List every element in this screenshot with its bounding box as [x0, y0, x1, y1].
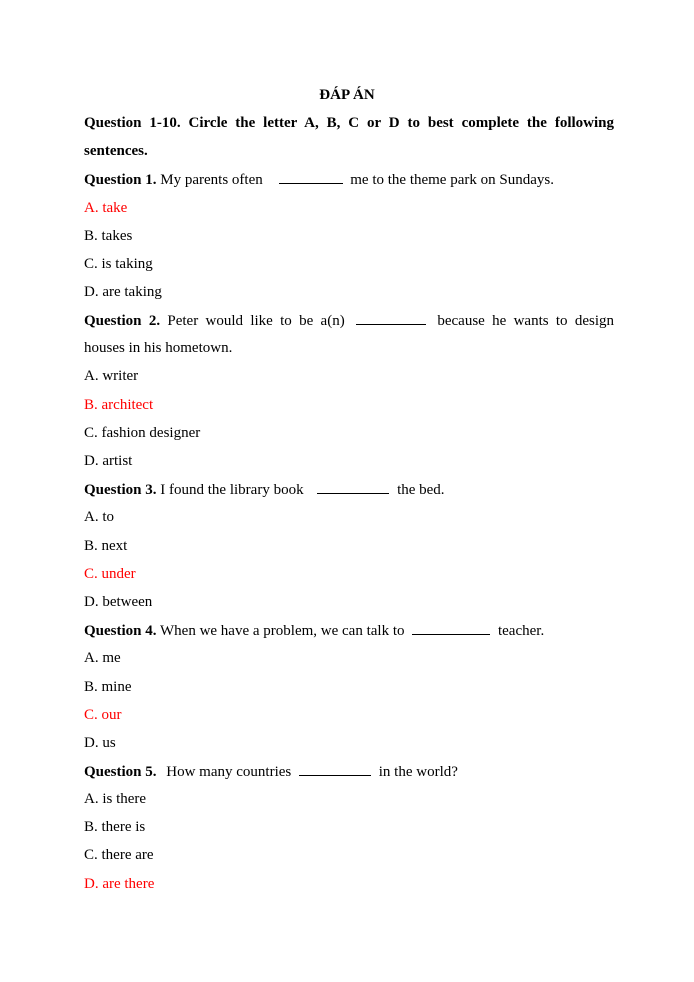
question-1-text-before: My parents often	[160, 172, 263, 188]
question-2-text-after: because he wants to design	[437, 313, 615, 329]
answer-blank	[279, 170, 343, 184]
question-5-text-before: How many countries	[166, 764, 292, 780]
q1-option-a: A. take	[84, 200, 128, 216]
question-2-text-before: Peter would like to be a(n)	[167, 313, 345, 329]
question-2-label: Question 2.	[84, 313, 161, 329]
instructions-line-2: sentences.	[84, 143, 148, 159]
q5-option-b: B. there is	[84, 819, 146, 835]
answer-blank	[299, 762, 371, 776]
q4-option-a: A. me	[84, 650, 121, 666]
question-1	[84, 170, 614, 189]
q1-option-b: B. takes	[84, 228, 133, 244]
q3-option-c: C. under	[84, 566, 136, 582]
q4-option-b: B. mine	[84, 679, 132, 695]
question-3-text-after: the bed.	[397, 482, 445, 498]
question-5-label: Question 5.	[84, 764, 157, 780]
q5-option-c: C. there are	[84, 847, 154, 863]
q5-option-d: D. are there	[84, 876, 155, 892]
answer-blank	[412, 621, 490, 635]
question-5-text-after: in the world?	[378, 764, 458, 780]
q1-option-c: C. is taking	[84, 256, 153, 272]
q2-option-b: B. architect	[84, 397, 154, 413]
answer-blank	[356, 311, 426, 325]
q3-option-a: A. to	[84, 509, 114, 525]
question-1-text-after: me to the theme park on Sundays.	[350, 172, 554, 188]
q4-option-c: C. our	[84, 707, 122, 723]
q5-option-a: A. is there	[84, 791, 147, 807]
question-3-label: Question 3.	[84, 482, 157, 498]
instructions-line-1: Question 1-10. Circle the letter A, B, C or D to best complete the following	[84, 115, 614, 131]
question-2	[84, 311, 614, 330]
answer-blank	[317, 480, 389, 494]
question-4-text-before: When we have a problem, we can talk to	[160, 623, 405, 639]
q4-option-d: D. us	[84, 735, 116, 751]
question-4-label: Question 4.	[84, 623, 157, 639]
q2-option-a: A. writer	[84, 368, 139, 384]
question-3	[84, 480, 614, 499]
q2-option-c: C. fashion designer	[84, 425, 201, 441]
q3-option-b: B. next	[84, 538, 128, 554]
q1-option-d: D. are taking	[84, 284, 162, 300]
page-title: ĐÁP ÁN	[319, 87, 375, 103]
question-4-text-after: teacher.	[497, 623, 545, 639]
question-4	[84, 621, 614, 640]
question-5	[84, 762, 614, 781]
question-2-line-2: houses in his hometown.	[84, 340, 233, 356]
q2-option-d: D. artist	[84, 453, 133, 469]
q3-option-d: D. between	[84, 594, 153, 610]
question-1-label: Question 1.	[84, 172, 157, 188]
question-3-text-before: I found the library book	[160, 482, 304, 498]
